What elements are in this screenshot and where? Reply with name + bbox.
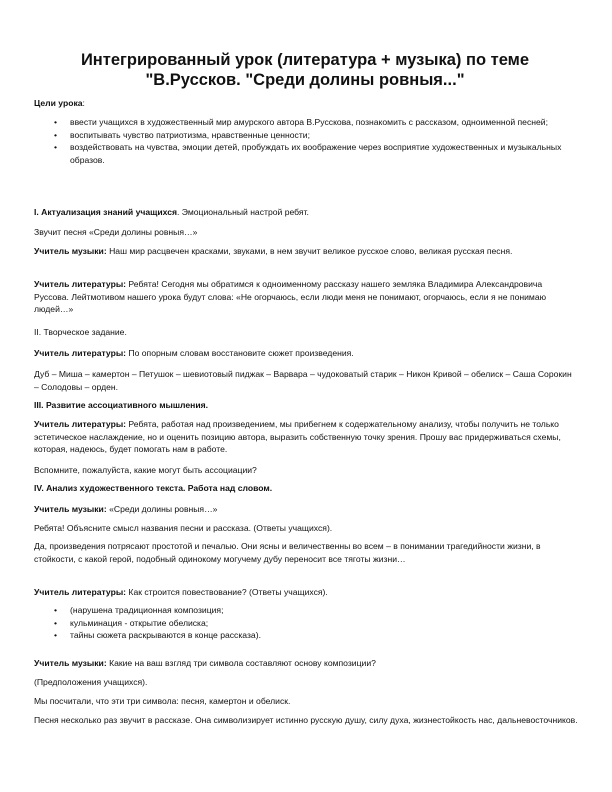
speaker-label: Учитель музыки:	[34, 658, 107, 668]
speech-text: Ребята, работая над произведением, мы прибегнем к содержательному анализу, чтобы получить не только эстетическое наслаждение, но и оценить позицию автора, выразить собственную точку зрения. Прошу вас придерживаться схемы, которая, надеюсь, будет помогать нам в работе.	[34, 419, 561, 455]
composition-text: кульминация - открытие обелиска;	[70, 617, 209, 628]
speaker-label: Учитель литературы:	[34, 279, 127, 289]
goal-text: воспитывать чувство патриотизма, нравственные ценности;	[70, 129, 310, 140]
bullet-icon: •	[54, 117, 58, 127]
section-1-heading-rest: . Эмоциональный настрой ребят.	[177, 207, 309, 217]
analysis-paragraph: Да, произведения потрясают простотой и печалью. Они ясны и величественны во всем – в понимании трагедийности жизни, в стойкости, с какой герой, подобный одинокому могучему дубу переносит все тяготы жизни…	[34, 541, 541, 564]
music-teacher-paragraph-1	[34, 245, 578, 258]
speaker-label: Учитель музыки:	[34, 246, 107, 256]
speech-text: Ребята! Сегодня мы обратимся к одноименному рассказу нашего земляка Владимира Александровича Русcова. Лейтмотивом нашего урока будут слова: «Не огорчаюсь, если люди меня не понимают, огорчаюсь, если я не понимаю людей…»	[34, 279, 547, 315]
song-line: Звучит песня «Среди долины ровныя…»	[34, 227, 198, 237]
list-item	[34, 617, 574, 630]
speech-text: Как строится повествование? (Ответы учащихся).	[126, 587, 328, 597]
section-3-heading: III. Развитие ассоциативного мышления.	[34, 400, 209, 410]
speaker-label: Учитель литературы:	[34, 587, 127, 597]
task-line: Ребята! Объясните смысл названия песни и рассказа. (Ответы учащихся).	[34, 523, 333, 533]
composition-text: тайны сюжета раскрываются в конце рассказа).	[70, 630, 261, 641]
list-item	[34, 129, 574, 142]
goals-heading-colon: :	[82, 98, 85, 108]
bullet-icon: •	[54, 617, 58, 628]
bullet-icon: •	[54, 605, 58, 615]
list-item	[34, 629, 574, 642]
goals-heading-label: Цели урока	[34, 98, 83, 108]
symbols-line: Мы посчитали, что эти три символа: песня, камертон и обелиск.	[34, 696, 291, 706]
literature-teacher-paragraph-2	[34, 347, 578, 360]
bullet-icon: •	[54, 630, 58, 641]
speech-text: По опорным словам восстановите сюжет произведения.	[126, 348, 354, 358]
section-4-heading: IV. Анализ художественного текста. Работа над словом.	[34, 483, 273, 493]
composition-list	[34, 604, 574, 642]
list-item	[34, 116, 574, 129]
assumptions-line: (Предположения учащихся).	[34, 677, 148, 687]
speech-text: Наш мир расцвечен красками, звуками, в нем звучит великое русское слово, великая русская песня.	[106, 246, 513, 256]
section-2-heading: II. Творческое задание.	[34, 327, 127, 337]
list-item	[34, 141, 574, 166]
goals-heading	[34, 97, 578, 110]
composition-text: (нарушена традиционная композиция;	[70, 605, 224, 615]
associations-question: Вспомните, пожалуйста, какие могут быть ассоциации?	[34, 465, 257, 475]
page-title-line-2: "В.Русcков. "Среди долины ровныя..."	[145, 71, 465, 89]
literature-teacher-paragraph-4	[34, 586, 578, 599]
literature-teacher-paragraph-1	[34, 278, 578, 316]
speaker-label: Учитель литературы:	[34, 419, 127, 429]
speech-text: Какие на ваш взгляд три символа составляют основу композиции?	[106, 658, 376, 668]
section-1-heading-bold: I. Актуализация знаний учащихся	[34, 207, 178, 217]
bullet-icon: •	[54, 142, 58, 153]
music-teacher-paragraph-2	[34, 503, 578, 516]
music-teacher-paragraph-3	[34, 657, 578, 670]
speech-text: «Среди долины ровныя…»	[106, 504, 218, 514]
speaker-label: Учитель музыки:	[34, 504, 107, 514]
goals-list	[34, 116, 574, 166]
goal-text: воздействовать на чувства, эмоции детей, пробуждать их воображение через восприятие художественных и музыкальных образов.	[70, 142, 562, 165]
key-words: Дуб – Миша – камертон – Петушок – шевиотовый пиджак – Варвара – чудоковатый старик – Никон Кривой – обелиск – Саша Сорокин – Солодовы – орден.	[34, 369, 572, 392]
list-item	[34, 604, 574, 617]
literature-teacher-paragraph-3	[34, 418, 578, 456]
speaker-label: Учитель литературы:	[34, 348, 127, 358]
page-title-line-1: Интегрированный урок (литература + музыка) по теме	[80, 51, 530, 69]
final-paragraph: Песня несколько раз звучит в рассказе. Она символизирует истинно русскую душу, силу духа, жизнестойкость нас, дальневосточников.	[34, 715, 578, 725]
bullet-icon: •	[54, 129, 58, 140]
section-1-heading	[34, 206, 578, 219]
goal-text: ввести учащихся в художественный мир амурского автора В.Русскова, познакомить с рассказом, одноименной песней;	[70, 117, 548, 127]
